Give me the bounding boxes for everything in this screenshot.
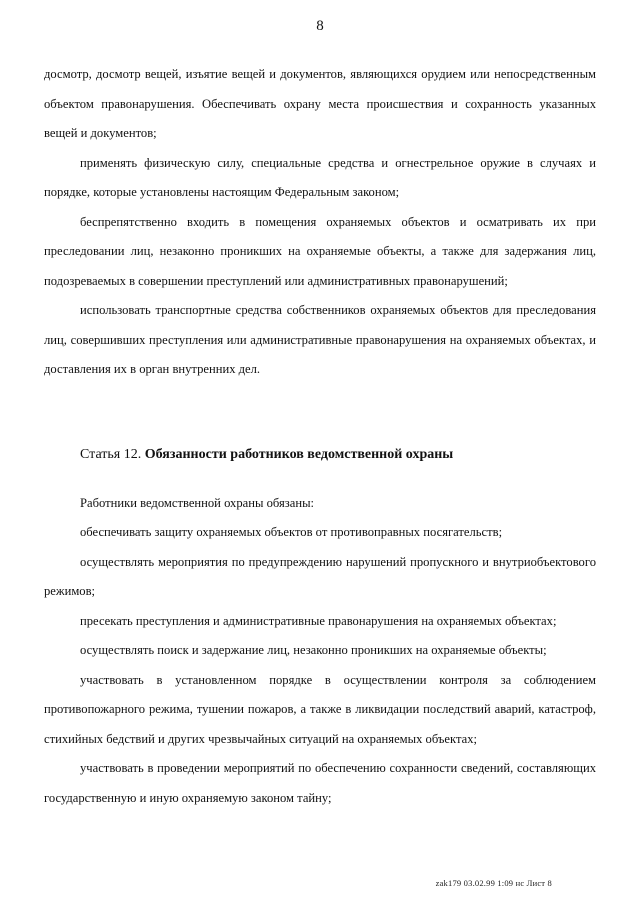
paragraph-continued: досмотр, досмотр вещей, изъятие вещей и документов, являющихся орудием или непосредственным объектом правонарушения. Обеспечивать охрану места происшествия и сохранность указанных вещей и документов;	[44, 67, 596, 140]
page-number: 8	[316, 18, 324, 34]
paragraph: осуществлять поиск и задержание лиц, незаконно проникших на охраняемые объекты;	[80, 643, 547, 657]
article-heading	[44, 443, 596, 467]
page-footer: zak179 03.02.99 1:09 нс Лист 8	[435, 878, 552, 888]
article-number: Статья 12.	[80, 446, 142, 462]
paragraph: пресекать преступления и административные правонарушения на охраняемых объектах;	[80, 613, 557, 628]
article-title: Обязанности работников ведомственной охраны	[144, 446, 454, 462]
document-body	[44, 60, 596, 813]
paragraph: беспрепятственно входить в помещения охраняемых объектов и осматривать их при преследовании лиц, незаконно проникших на охраняемые объекты, а также для задержания лиц, подозреваемых в совершении преступлений или административных правонарушений;	[44, 214, 596, 288]
paragraph: участвовать в проведении мероприятий по обеспечению сохранности сведений, составляющих государственную и иную охраняемую законом тайну;	[44, 761, 596, 805]
paragraph: Работники ведомственной охраны обязаны:	[80, 495, 315, 510]
paragraph: использовать транспортные средства собственников охраняемых объектов для преследования лиц, совершивших преступления или административные правонарушения на охраняемых объектах, и доставления их в орган внутренних дел.	[44, 303, 596, 376]
paragraph: участвовать в установленном порядке в осуществлении контроля за соблюдением противопожарного режима, тушении пожаров, а также в ликвидации последствий аварий, катастроф, стихийных бедствий и других чрезвычайных ситуаций на охраняемых объектах;	[44, 672, 596, 746]
paragraph: применять физическую силу, специальные средства и огнестрельное оружие в случаях и порядке, которые установлены настоящим Федеральным законом;	[44, 155, 596, 199]
paragraph: обеспечивать защиту охраняемых объектов от противоправных посягательств;	[80, 525, 503, 539]
paragraph: осуществлять мероприятия по предупреждению нарушений пропускного и внутриобъектового режимов;	[44, 554, 596, 598]
